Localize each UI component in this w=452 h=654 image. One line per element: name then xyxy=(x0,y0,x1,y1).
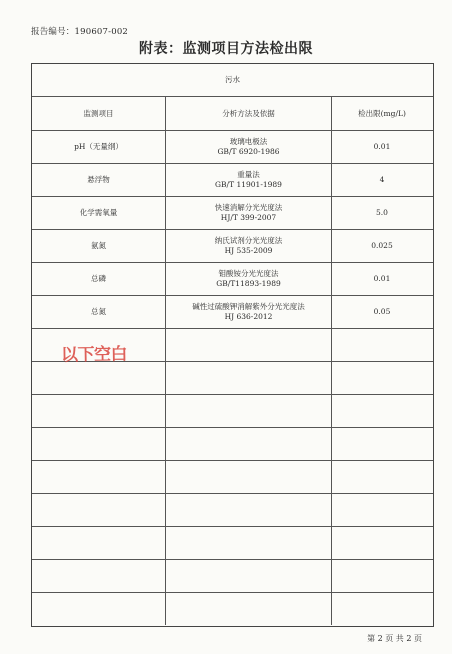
method-cell xyxy=(165,296,331,328)
item-cell: 氨氮 xyxy=(91,241,106,251)
table-row xyxy=(32,196,433,229)
blank-row xyxy=(32,526,433,559)
method-standard: GB/T 6920-1986 xyxy=(217,147,280,156)
item-cell: 悬浮物 xyxy=(87,175,110,185)
table-row xyxy=(32,295,433,328)
method-name: 碱性过硫酸钾消解紫外分光光度法 xyxy=(192,302,305,312)
method-standard: HJ 535-2009 xyxy=(224,246,273,255)
blank-row xyxy=(32,592,433,625)
limit-cell: 4 xyxy=(331,164,432,196)
limit-cell: 0.05 xyxy=(331,296,432,328)
method-standard: GB/T 11901-1989 xyxy=(215,180,282,189)
method-cell xyxy=(165,197,331,229)
method-cell xyxy=(165,230,331,262)
item-cell: pH（无量纲） xyxy=(74,142,123,152)
limit-cell: 0.01 xyxy=(331,263,432,295)
blank-below-stamp: 以下空白 xyxy=(60,344,128,366)
method-standard: GB/T11893-1989 xyxy=(216,279,281,288)
blank-row xyxy=(32,493,433,526)
header-row xyxy=(32,96,433,130)
method-cell xyxy=(165,164,331,196)
blank-row xyxy=(32,460,433,493)
method-standard: HJ/T 399-2007 xyxy=(220,213,277,222)
table-row xyxy=(32,229,433,262)
method-name: 重量法 xyxy=(237,170,260,180)
limit-cell: 0.025 xyxy=(331,230,432,262)
method-name: 玻璃电极法 xyxy=(229,137,268,147)
item-cell: 总氮 xyxy=(91,307,106,317)
header-item: 监测项目 xyxy=(83,108,114,118)
limit-cell: 0.01 xyxy=(331,131,432,163)
item-cell: 化学需氧量 xyxy=(79,208,118,218)
page-number: 第 2 页 共 2 页 xyxy=(367,634,422,643)
item-cell: 总磷 xyxy=(91,274,106,284)
method-name: 快速消解分光光度法 xyxy=(214,203,283,213)
header-method: 分析方法及依据 xyxy=(165,97,331,130)
section-label: 污水 xyxy=(225,75,240,85)
blank-row xyxy=(32,394,433,427)
section-row xyxy=(32,64,433,96)
report-number: 报告编号：190607-002 xyxy=(31,27,129,37)
blank-row xyxy=(32,559,433,592)
method-name: 纳氏试剂分光光度法 xyxy=(214,236,283,246)
blank-row xyxy=(32,427,433,460)
table-row xyxy=(32,163,433,196)
method-name: 钼酸铵分光光度法 xyxy=(218,269,279,279)
blank-row xyxy=(32,361,433,394)
method-cell xyxy=(165,263,331,295)
method-standard: HJ 636-2012 xyxy=(224,312,273,321)
page-title: 附表：监测项目方法检出限 xyxy=(139,41,313,57)
header-limit: 检出限(mg/L) xyxy=(331,97,432,130)
table-row xyxy=(32,130,433,163)
limit-cell: 5.0 xyxy=(331,197,432,229)
method-cell xyxy=(165,131,331,163)
table-row xyxy=(32,262,433,295)
